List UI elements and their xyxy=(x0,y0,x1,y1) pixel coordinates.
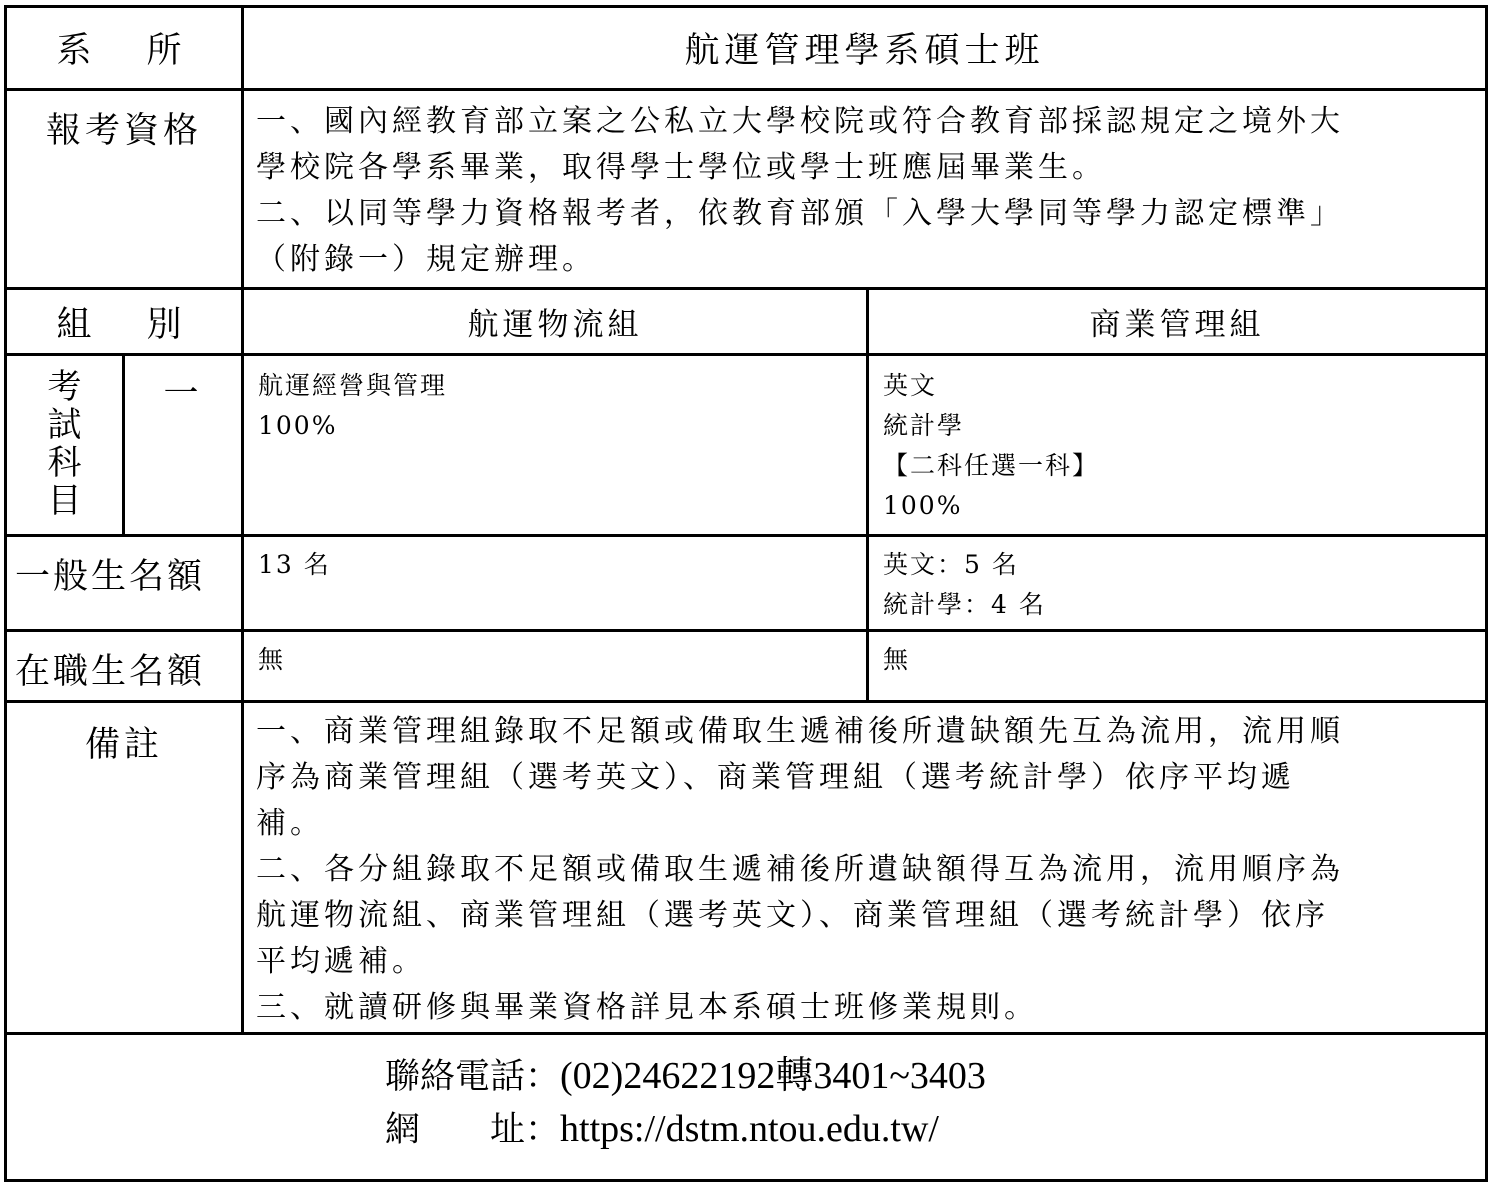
employed-quota-shipping-logistics xyxy=(244,632,866,700)
exam-weight-line: 100% xyxy=(883,491,963,520)
qualifications-line-4: （附錄一）規定辦理。 xyxy=(256,242,596,277)
group-business-management xyxy=(869,290,1485,353)
notes-label-text: 備註 xyxy=(84,725,163,765)
general-quota-label xyxy=(7,537,241,629)
general-quota-value: 統計學：4 名 xyxy=(883,590,1046,619)
exam-subjects-index-text: 一 xyxy=(163,374,203,414)
employed-quota-value: 無 xyxy=(883,645,911,674)
qualifications-content xyxy=(244,91,1485,287)
department-label-text: 系 所 xyxy=(56,31,192,71)
exam-subjects-index xyxy=(125,356,241,534)
exam-subjects-label xyxy=(7,356,122,534)
contact-phone-line xyxy=(385,1050,1485,1103)
notes-line-6: 平均遞補。 xyxy=(256,944,426,979)
phone-number: (02)24622192轉3401~3403 xyxy=(560,1055,986,1097)
notes-content xyxy=(244,703,1485,1032)
qualifications-line-3: 二、以同等學力資格報考者，依教育部頒「入學大學同等學力認定標準」 xyxy=(256,196,1344,231)
employed-quota-value: 無 xyxy=(258,645,286,674)
notes-line-5: 航運物流組、商業管理組（選考英文）、商業管理組（選考統計學）依序 xyxy=(256,898,1329,933)
general-quota-value: 13 名 xyxy=(258,550,331,579)
notes-line-3: 補。 xyxy=(256,806,324,841)
group-shipping-logistics xyxy=(244,290,866,353)
department-label xyxy=(7,8,241,88)
exam-subjects-business-management xyxy=(869,356,1485,534)
exam-subjects-char-1: 考 xyxy=(47,367,82,407)
general-quota-value: 英文：5 名 xyxy=(883,550,1019,579)
website-link[interactable]: https://dstm.ntou.edu.tw/ xyxy=(560,1108,939,1150)
exam-subjects-shipping-logistics xyxy=(244,356,866,534)
notes-line-4: 二、各分組錄取不足額或備取生遞補後所遺缺額得互為流用，流用順序為 xyxy=(256,852,1344,887)
employed-quota-label-text: 在職生名額 xyxy=(15,652,206,692)
exam-subject-line: 航運經營與管理 xyxy=(258,371,448,400)
qualifications-line-1: 一、國內經教育部立案之公私立大學校院或符合教育部採認規定之境外大 xyxy=(256,104,1344,139)
website-label: 網 址： xyxy=(385,1110,561,1150)
admission-table xyxy=(4,5,1488,1182)
general-quota-label-text: 一般生名額 xyxy=(15,557,206,597)
department-name: 航運管理學系碩士班 xyxy=(684,31,1045,71)
phone-label: 聯絡電話： xyxy=(385,1057,561,1097)
notes-line-1: 一、商業管理組錄取不足額或備取生遞補後所遺缺額先互為流用，流用順 xyxy=(256,714,1344,749)
notes-label xyxy=(7,703,241,1032)
exam-subject-line: 英文 xyxy=(883,371,938,400)
contact-info xyxy=(385,1044,1485,1179)
qualifications-line-2: 學校院各學系畢業，取得學士學位或學士班應屆畢業生。 xyxy=(256,150,1106,185)
group-business-management-label: 商業管理組 xyxy=(1089,307,1265,343)
exam-subject-line: 統計學 xyxy=(883,411,965,440)
exam-weight-line: 100% xyxy=(258,411,338,440)
general-quota-business-management xyxy=(869,537,1485,629)
groups-label-text: 組 別 xyxy=(56,304,192,345)
notes-line-2: 序為商業管理組（選考英文）、商業管理組（選考統計學）依序平均遞 xyxy=(256,760,1295,795)
qualifications-label xyxy=(7,91,241,287)
general-quota-shipping-logistics xyxy=(244,537,866,629)
exam-subjects-char-3: 科 xyxy=(47,443,82,483)
qualifications-label-text: 報考資格 xyxy=(45,111,202,151)
contact-website-line xyxy=(385,1103,1485,1156)
employed-quota-business-management xyxy=(869,632,1485,700)
employed-quota-label xyxy=(7,632,241,700)
groups-label xyxy=(7,290,241,353)
row-divider xyxy=(7,1032,1485,1035)
exam-subject-note: 【二科任選一科】 xyxy=(883,451,1100,480)
group-shipping-logistics-label: 航運物流組 xyxy=(467,307,643,343)
department-value xyxy=(244,8,1485,88)
exam-subjects-char-2: 試 xyxy=(47,405,82,445)
exam-subjects-char-4: 目 xyxy=(47,481,82,521)
notes-line-7: 三、就讀研修與畢業資格詳見本系碩士班修業規則。 xyxy=(256,990,1038,1025)
